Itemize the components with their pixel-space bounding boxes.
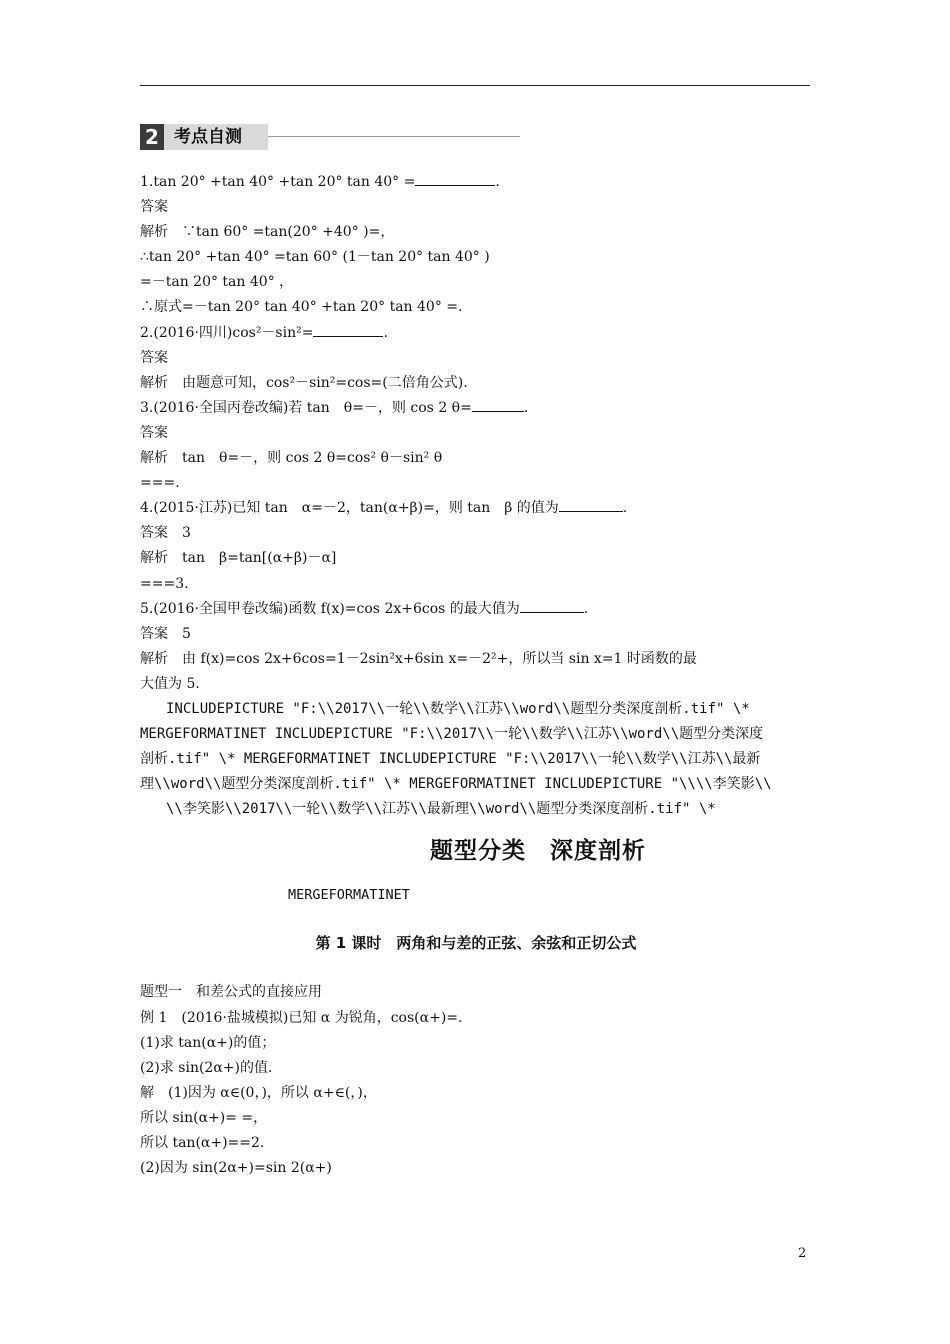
self-test-lines: [140, 170, 812, 697]
text-line: [140, 396, 812, 421]
text-line: [140, 421, 812, 446]
line-text: 3.(2016·全国丙卷改编)若 tan θ=－，则 cos 2 θ=: [140, 399, 472, 416]
line-text: ∴tan 20° +tan 40° =tan 60° (1－tan 20° tan 40° ): [140, 249, 490, 266]
section-header: [140, 124, 530, 152]
answer-blank: [313, 322, 383, 337]
text-line: [140, 496, 812, 521]
line-text: 2.(2016·四川)cos²－sin²=: [140, 324, 314, 341]
text-line: [140, 245, 812, 270]
text-line: [140, 170, 812, 195]
section-title: 考点自测: [164, 124, 268, 150]
text-line: [140, 321, 812, 346]
text-line: [140, 672, 812, 697]
line-text: 1.tan 20° +tan 40° +tan 20° tan 40° =: [140, 174, 416, 190]
line-text: 解析 ∵tan 60° =tan(20° +40° )=，: [140, 224, 395, 241]
line-text: 答案: [140, 199, 168, 216]
field-code-line: \\李笑影\\2017\\一轮\\数学\\江苏\\最新理\\word\\题型分类深度剖析.tif" \*: [166, 801, 716, 818]
text-line: 例 1 (2016·盐城模拟)已知 α 为锐角，cos(α+)=.: [140, 1009, 463, 1026]
text-line: 解 (1)因为 α∈(0，)，所以 α+∈(，)，: [140, 1084, 377, 1101]
text-line: [140, 622, 812, 647]
text-line: [140, 220, 812, 245]
text-line: [140, 521, 812, 546]
line-text: ===.: [140, 475, 180, 492]
merge-field-code: MERGEFORMATINET: [288, 887, 410, 904]
line-text: 解析 由 f(x)=cos 2x+6cos=1－2sin²x+6sin x=－2²+，所以当 sin x=1 时函数的最: [140, 650, 697, 667]
text-line: (2)因为 sin(2α+)=sin 2(α+): [140, 1160, 332, 1177]
text-line: [140, 446, 812, 471]
line-text: ===3.: [140, 575, 189, 592]
example-lines: [140, 980, 812, 1181]
answer-blank: [559, 497, 623, 512]
answer-blank: [472, 397, 524, 412]
page-number: 2: [798, 1246, 807, 1261]
document-body: [140, 170, 812, 1181]
answer-blank: [415, 171, 495, 186]
line-text: 答案: [140, 424, 168, 441]
field-code-line: MERGEFORMATINET INCLUDEPICTURE "F:\\2017\\一轮\\数学\\江苏\\word\\题型分类深度: [140, 726, 764, 743]
line-text: 答案: [140, 349, 168, 366]
line-text: 解析 由题意可知，cos²－sin²=cos=(二倍角公式).: [140, 374, 468, 391]
line-text: 5.(2016·全国甲卷改编)函数 f(x)=cos 2x+6cos 的最大值为: [140, 600, 520, 617]
line-end: .: [622, 500, 628, 517]
text-line: (2)求 sin(2α+)的值.: [140, 1059, 273, 1076]
text-line: [140, 270, 812, 295]
text-line: [140, 371, 812, 396]
line-end: .: [495, 174, 500, 190]
line-text: 解析 tan θ=－，则 cos 2 θ=cos² θ－sin² θ: [140, 450, 443, 467]
line-text: =－tan 20° tan 40° ，: [140, 274, 294, 291]
line-text: 4.(2015·江苏)已知 tan α=－2，tan(α+β)=，则 tan β 的值为: [140, 500, 559, 517]
line-text: 答案 3: [140, 525, 191, 542]
header-rule: [140, 85, 810, 86]
line-end: .: [383, 324, 388, 341]
field-code-line: 理\\word\\题型分类深度剖析.tif" \* MERGEFORMATINET INCLUDEPICTURE "\\\\李笑影\\: [140, 776, 772, 793]
text-line: 题型一 和差公式的直接应用: [140, 984, 322, 1001]
text-line: [140, 295, 812, 320]
line-end: .: [523, 399, 529, 416]
text-line: [140, 546, 812, 571]
text-line: (1)求 tan(α+)的值；: [140, 1034, 276, 1051]
line-text: 大值为 5.: [140, 675, 200, 692]
chapter-heading: 题型分类 深度剖析: [430, 838, 646, 865]
text-line: [140, 597, 812, 622]
line-text: 解析 tan β=tan[(α+β)－α]: [140, 550, 337, 567]
line-text: 答案 5: [140, 625, 191, 642]
line-text: ∴原式=－tan 20° tan 40° +tan 20° tan 40° =.: [140, 299, 463, 316]
answer-blank: [520, 598, 584, 613]
text-line: [140, 195, 812, 220]
field-code-line: 剖析.tif" \* MERGEFORMATINET INCLUDEPICTURE "F:\\2017\\一轮\\数学\\江苏\\最新: [140, 751, 761, 768]
text-line: [140, 572, 812, 597]
text-line: 所以 tan(α+)==2.: [140, 1135, 265, 1151]
line-end: .: [583, 600, 589, 617]
field-code-line: INCLUDEPICTURE "F:\\2017\\一轮\\数学\\江苏\\word\\题型分类深度剖析.tif" \*: [166, 700, 750, 717]
text-line: [140, 647, 812, 672]
text-line: 所以 sin(α+)= =，: [140, 1109, 268, 1126]
section-number: 2: [140, 124, 164, 150]
text-line: [140, 346, 812, 371]
lesson-title: 第 1 课时 两角和与差的正弦、余弦和正切公式: [315, 934, 637, 953]
field-code-block: [140, 697, 812, 822]
section-rule: [268, 136, 520, 137]
text-line: [140, 471, 812, 496]
